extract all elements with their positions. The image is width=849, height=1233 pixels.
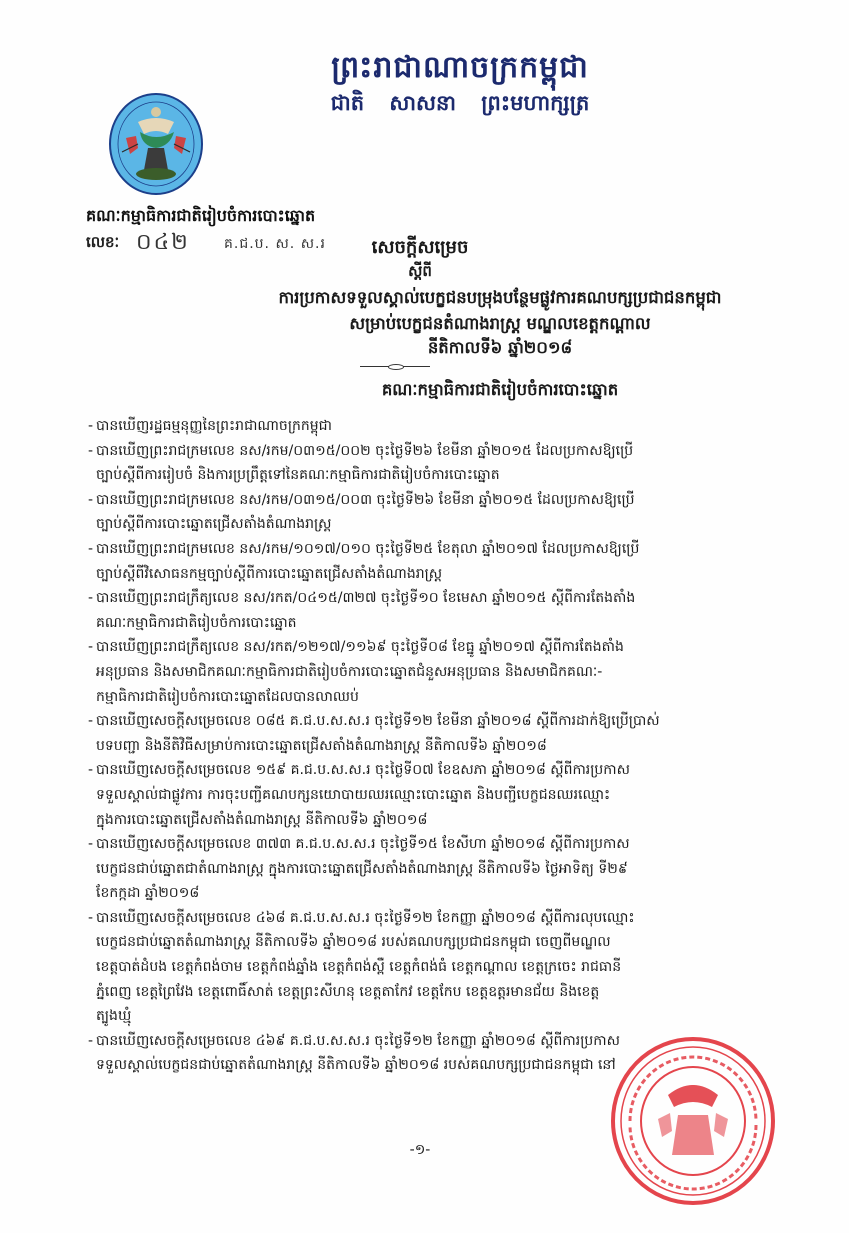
dash-bullet: - <box>88 762 94 779</box>
consideration-text: ច្បាប់ស្តីពីការបោះឆ្នោតជ្រើសតាំងតំណាងរាស្ត្រ <box>96 516 332 533</box>
consideration-continuation <box>88 611 788 636</box>
consideration-text: បេក្ខជនជាប់ឆ្នោតជាតំណាងរាស្ត្រ ក្នុងការបោះឆ្នោតជ្រើសតាំងតំណាងរាស្ត្រ នីតិកាលទី៦ ថ្ងៃអាទិត្យ ទី២៩ <box>96 860 628 877</box>
subject-line-2: សម្រាប់បេក្ខជនតំណាងរាស្ត្រ មណ្ឌលខេត្តកណ្តាល <box>349 314 651 333</box>
consideration-continuation <box>88 980 788 1005</box>
national-motto: ជាតិ សាសនា ព្រះមហាក្សត្រ <box>330 90 590 115</box>
consideration-text: កម្មាធិការជាតិរៀបចំការបោះឆ្នោតដែលបានលាឈប់ <box>96 688 359 705</box>
kingdom-title: ព្រះរាជាណាចក្រកម្ពុជា <box>331 50 589 85</box>
dash-bullet: - <box>88 836 94 853</box>
consideration-item <box>88 439 788 464</box>
consideration-continuation <box>88 1004 788 1029</box>
consideration-text: បានឃើញព្រះរាជក្រឹត្យលេខ នស/រកត/០៤១៥/៣២៧ ចុះថ្ងៃទី១០ ខែមេសា ឆ្នាំ២០១៥ ស្តីពីការតែងតាំង <box>96 590 636 607</box>
reference-number: ០៤២ <box>136 230 190 255</box>
consideration-item <box>88 488 788 513</box>
consideration-text: បានឃើញព្រះរាជក្រមលេខ នស/រកម/១០១៧/០១០ ចុះថ្ងៃទី២៥ ខែតុលា ឆ្នាំ២០១៧ ដែលប្រកាសឱ្យប្រើ <box>96 540 640 557</box>
dash-bullet: - <box>88 639 94 656</box>
about-label: ស្តីពី <box>408 262 432 280</box>
dash-bullet: - <box>88 1032 94 1049</box>
page-number: -១- <box>409 1142 431 1158</box>
consideration-text: បានឃើញរដ្ឋធម្មនុញ្ញនៃព្រះរាជាណាចក្រកម្ពុជា <box>96 418 332 434</box>
considerations-list <box>88 414 788 1078</box>
consideration-text: បានឃើញសេចក្តីសម្រេចលេខ ១៥៩ គ.ជ.ប.ស.ស.រ ចុះថ្ងៃទី០៧ ខែឧសភា ឆ្នាំ២០១៨ ស្តីពីការប្រកាស <box>96 762 630 779</box>
consideration-item <box>88 709 788 734</box>
committee-name: គណៈកម្មាធិការជាតិរៀបចំការបោះឆ្នោត <box>86 206 316 225</box>
consideration-continuation <box>88 808 788 833</box>
consideration-text: ត្បូងឃ្មុំ <box>96 1008 132 1025</box>
consideration-item <box>88 906 788 931</box>
consideration-text: បានឃើញព្រះរាជក្រមលេខ នស/រកម/០៣១៥/០០២ ចុះថ្ងៃទី២៦ ខែមីនា ឆ្នាំ២០១៥ ដែលប្រកាសឱ្យប្រើ <box>96 442 634 459</box>
consideration-continuation <box>88 734 788 759</box>
consideration-continuation <box>88 955 788 980</box>
consideration-text: ខេត្តបាត់ដំបង ខេត្តកំពង់ចាម ខេត្តកំពង់ឆ្នាំង ខេត្តកំពង់ស្ពឺ ខេត្តកំពង់ធំ ខេត្តកណ្តាល ខេត្តក្រចេះ រាជធានី <box>96 959 622 976</box>
consideration-item <box>88 414 788 439</box>
issuer-heading: គណៈកម្មាធិការជាតិរៀបចំការបោះឆ្នោត <box>381 380 619 399</box>
consideration-continuation <box>88 881 788 906</box>
reference-row <box>86 232 326 256</box>
consideration-text: បទបញ្ជា និងនីតិវិធីសម្រាប់ការបោះឆ្នោតជ្រើសតាំងតំណាងរាស្ត្រ នីតិកាលទី៦ ឆ្នាំ២០១៨ <box>96 737 547 754</box>
consideration-continuation <box>88 930 788 955</box>
consideration-text: បេក្ខជនជាប់ឆ្នោតតំណាងរាស្ត្រ នីតិកាលទី៦ ឆ្នាំ២០១៨ របស់គណបក្សប្រជាជនកម្ពុជា ចេញពីមណ្ឌល <box>96 934 611 951</box>
consideration-continuation <box>88 857 788 882</box>
consideration-continuation <box>88 512 788 537</box>
subject-line-1: ការប្រកាសទទួលស្គាល់បេក្ខជនបម្រុងបន្ថែមផ្លូវការគណបក្សប្រជាជនកម្ពុជា <box>278 288 722 307</box>
consideration-text: ខែកក្កដា ឆ្នាំ២០១៨ <box>96 885 200 902</box>
reference-label: លេខៈ <box>86 233 120 251</box>
consideration-text: បានឃើញព្រះរាជក្រឹត្យលេខ នស/រកត/១២១៧/១១៦៩ ចុះថ្ងៃទី០៨ ខែធ្នូ ឆ្នាំ២០១៧ ស្តីពីការតែងតាំង <box>96 639 624 656</box>
dash-bullet: - <box>88 909 94 926</box>
consideration-text: ទទួលស្គាល់បេក្ខជនជាប់ឆ្នោតតំណាងរាស្ត្រ នីតិកាលទី៦ ឆ្នាំ២០១៨ របស់គណបក្សប្រជាជនកម្ពុជា នៅ <box>96 1057 616 1074</box>
consideration-continuation <box>88 685 788 710</box>
consideration-text: បានឃើញសេចក្តីសម្រេចលេខ ៣៧៣ គ.ជ.ប.ស.ស.រ ចុះថ្ងៃទី១៥ ខែសីហា ឆ្នាំ២០១៨ ស្តីពីការប្រកាស <box>96 836 630 853</box>
consideration-item <box>88 537 788 562</box>
dash-bullet: - <box>88 491 94 508</box>
consideration-text: ទទួលស្គាល់ជាផ្លូវការ ការចុះបញ្ជីគណបក្សនយោបាយឈរឈ្មោះបោះឆ្នោត និងបញ្ជីបេក្ខជនឈរឈ្មោះ <box>96 786 611 803</box>
nec-emblem-icon <box>108 92 204 196</box>
consideration-text: គណៈកម្មាធិការជាតិរៀបចំការបោះឆ្នោត <box>96 614 297 631</box>
consideration-text: ក្នុងការបោះឆ្នោតជ្រើសតាំងតំណាងរាស្ត្រ នីតិកាលទី៦ ឆ្នាំ២០១៨ <box>96 811 428 828</box>
dash-bullet: - <box>88 713 94 730</box>
document-type-title: សេចក្តីសម្រេច <box>371 237 469 258</box>
dash-bullet: - <box>88 442 94 459</box>
dash-bullet: - <box>88 540 94 557</box>
consideration-text: បានឃើញព្រះរាជក្រមលេខ នស/រកម/០៣១៥/០០៣ ចុះថ្ងៃទី២៦ ខែមីនា ឆ្នាំ២០១៥ ដែលប្រកាសឱ្យប្រើ <box>96 491 635 508</box>
reference-code: គ.ជ.ប. ស. ស.រ <box>224 235 326 252</box>
consideration-text: ច្បាប់ស្តីពីការរៀបចំ និងការប្រព្រឹត្តទៅនៃគណៈកម្មាធិការជាតិរៀបចំការបោះឆ្នោត <box>96 467 500 484</box>
consideration-continuation <box>88 463 788 488</box>
consideration-item <box>88 758 788 783</box>
consideration-continuation <box>88 660 788 685</box>
consideration-continuation <box>88 562 788 587</box>
ornamental-divider <box>360 366 430 367</box>
dash-bullet: - <box>88 418 94 434</box>
consideration-text: ភ្នំពេញ ខេត្តព្រៃវែង ខេត្តពោធិ៍សាត់ ខេត្តព្រះសីហនុ ខេត្តតាកែវ ខេត្តកែប ខេត្តឧត្តរមានជ័យ និងខេត្ត <box>96 983 600 1000</box>
consideration-text: បានឃើញសេចក្តីសម្រេចលេខ ៤៦៨ គ.ជ.ប.ស.ស.រ ចុះថ្ងៃទី១២ ខែកញ្ញា ឆ្នាំ២០១៨ ស្តីពីការលុបឈ្មោះ <box>96 909 635 926</box>
consideration-item <box>88 586 788 611</box>
official-seal-icon <box>608 1035 778 1207</box>
consideration-text: បានឃើញសេចក្តីសម្រេចលេខ ០៨៥ គ.ជ.ប.ស.ស.រ ចុះថ្ងៃទី១២ ខែមីនា ឆ្នាំ២០១៨ ស្តីពីការដាក់ឱ្យប្រើប្រាស់ <box>96 713 660 730</box>
consideration-text: បានឃើញសេចក្តីសម្រេចលេខ ៤៦៩ គ.ជ.ប.ស.ស.រ ចុះថ្ងៃទី១២ ខែកញ្ញា ឆ្នាំ២០១៨ ស្តីពីការប្រកាស <box>96 1032 620 1049</box>
consideration-continuation <box>88 783 788 808</box>
dash-bullet: - <box>88 590 94 607</box>
consideration-text: ច្បាប់ស្តីពីវិសោធនកម្មច្បាប់ស្តីពីការបោះឆ្នោតជ្រើសតាំងតំណាងរាស្ត្រ <box>96 565 443 582</box>
consideration-item <box>88 832 788 857</box>
subject-line-3: នីតិកាលទី៦ ឆ្នាំ២០១៨ <box>427 338 573 357</box>
consideration-text: អនុប្រធាន និងសមាជិកគណៈកម្មាធិការជាតិរៀបចំការបោះឆ្នោតជំនួសអនុប្រធាន និងសមាជិកគណៈ- <box>96 663 603 680</box>
consideration-item <box>88 635 788 660</box>
